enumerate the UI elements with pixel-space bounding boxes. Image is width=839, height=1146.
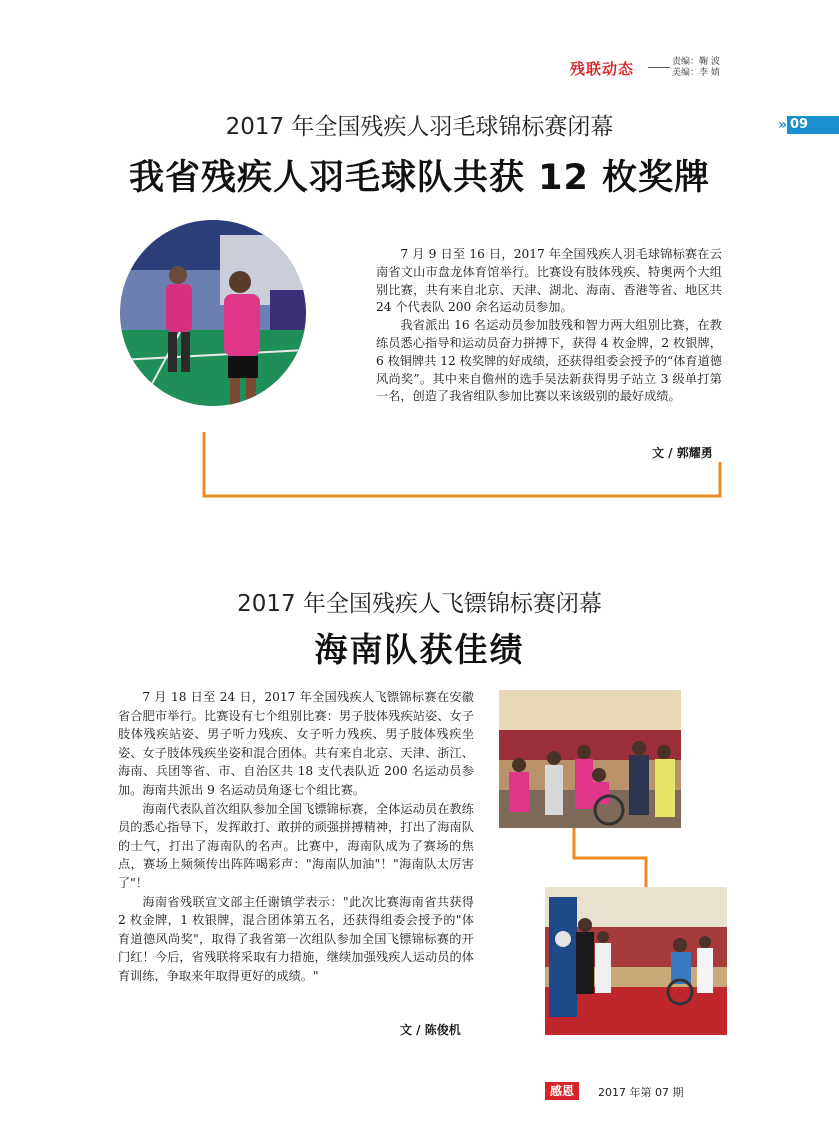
darts-team-photo — [499, 690, 681, 828]
magazine-logo: 感恩 — [545, 1082, 579, 1100]
article2-headline: 海南队获佳绩 — [314, 630, 525, 669]
orange-connector-line — [570, 828, 650, 888]
article1-body — [376, 246, 722, 406]
page-number: 09 — [787, 116, 839, 134]
article1-byline: 文 / 郭耀勇 — [652, 446, 713, 460]
header-divider — [648, 67, 670, 68]
article2-body — [118, 688, 474, 986]
section-title: 残联动态 — [570, 60, 635, 78]
darts-competition-photo — [545, 887, 727, 1035]
orange-connector-line — [200, 432, 722, 500]
double-chevron-icon: » — [778, 117, 788, 133]
article2-subtitle: 2017 年全国残疾人飞镖锦标赛闭幕 — [237, 591, 602, 617]
issue-number: 2017 年第 07 期 — [598, 1086, 684, 1099]
article2-byline: 文 / 陈俊机 — [400, 1023, 461, 1037]
article1-paragraph: 我省派出 16 名运动员参加肢残和智力两大组别比赛，在教练员悉心指导和运动员奋力拼搏下，获得 4 枚金牌，2 枚银牌，6 枚铜牌共 12 枚奖牌的好成绩，还获得组委会授予的“体育道德风尚奖”。其中来自儋州的选手吴法新获得男子站立 3 级单打第一名，创造了我省组队参加比赛以来该级别的最好成绩。 — [376, 318, 722, 404]
article2-paragraph: 海南省残联宣文部主任谢镇学表示："此次比赛海南省共获得 2 枚金牌，1 枚银牌，混合团体第五名，还获得组委会授予的"体育道德风尚奖"，取得了我省第一次组队参加全国飞镖锦标赛的开门红！今后，省残联将采取有力措施，继续加强残疾人运动员的体育训练，争取来年取得更好的成绩。" — [118, 894, 474, 983]
article1-paragraph: 7 月 9 日至 16 日，2017 年全国残疾人羽毛球锦标赛在云南省文山市盘龙体育馆举行。比赛设有肢体残疾、特奥两个大组别比赛，共有来自北京、天津、湖北、海南、香港等省、地区共 24 个代表队 200 余名运动员参加。 — [376, 247, 722, 315]
editor-credits — [672, 57, 720, 79]
article2-paragraph: 7 月 18 日至 24 日，2017 年全国残疾人飞镖锦标赛在安徽省合肥市举行。比赛设有七个组别比赛：男子肢体残疾站姿、女子肢体残疾站姿、男子听力残疾、女子听力残疾、男子肢体残疾坐姿、女子肢体残疾坐姿和混合团体。共有来自北京、天津、浙江、海南、兵团等省、市、自治区共 18 支代表队近 200 名运动员参加。海南共派出 9 名运动员角逐七个组比赛。 — [118, 690, 474, 797]
article2-paragraph: 海南代表队首次组队参加全国飞镖锦标赛，全体运动员在教练员的悉心指导下，发挥敢打、敢拼的顽强拼搏精神，打出了海南队的士气，打出了海南队的名声。比赛中，海南队成为了赛场的焦点，赛场上频频传出阵阵喝彩声："海南队加油"！"海南队太厉害了"！ — [118, 801, 474, 890]
badminton-photo — [120, 220, 306, 406]
article1-headline: 我省残疾人羽毛球队共获 12 枚奖牌 — [128, 158, 711, 198]
designer-line: 美编：李 婧 — [672, 68, 720, 78]
editor-line: 责编：鞠 波 — [672, 57, 720, 67]
article1-subtitle: 2017 年全国残疾人羽毛球锦标赛闭幕 — [225, 114, 614, 140]
